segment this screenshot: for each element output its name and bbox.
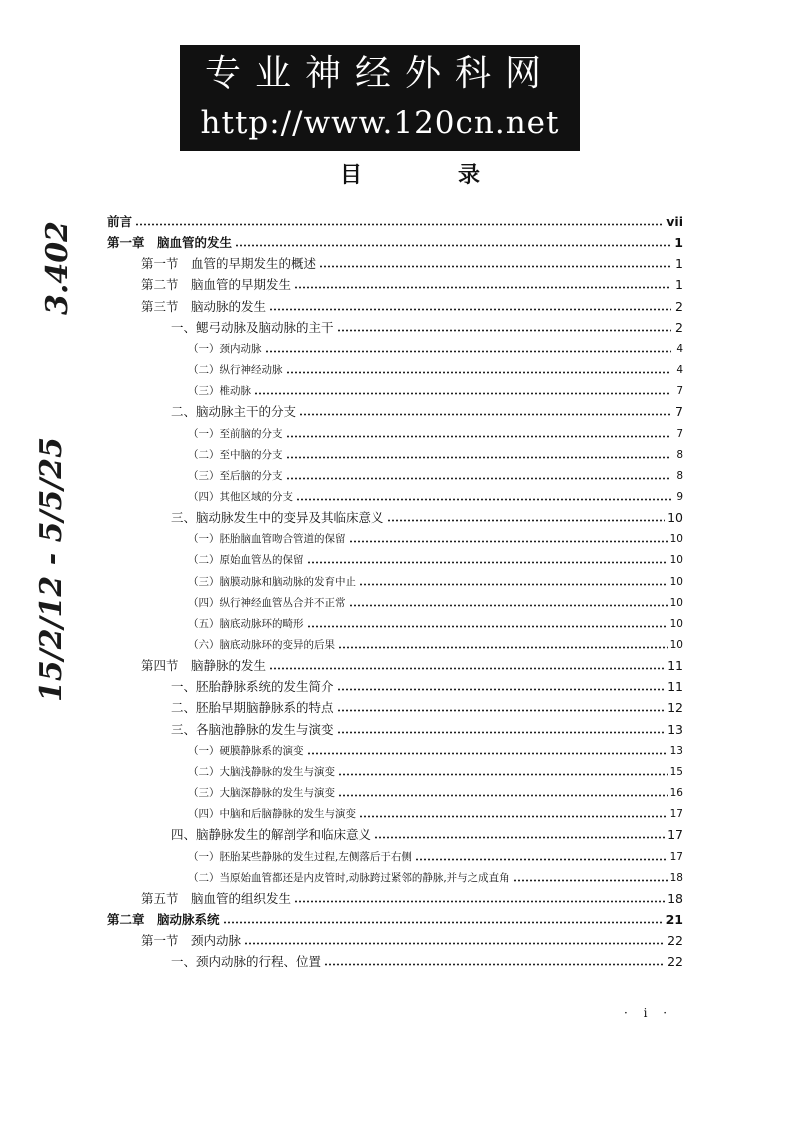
toc-entry[interactable] [188,488,683,506]
toc-entry-title: 第二章 脑动脉系统 [107,912,220,927]
toc-entry-title: 二、脑动脉主干的分支 [171,404,297,419]
toc-dot-leader [299,413,671,416]
toc-entry-page: 9 [676,491,683,503]
handwritten-note-lower: 15/2/12 - 5/5/25 [34,436,69,702]
toc-entry[interactable] [188,340,683,358]
toc-dot-leader [337,688,666,691]
toc-entry-page: 22 [667,954,683,969]
toc-dot-leader [286,456,672,459]
toc-entry[interactable] [188,784,683,802]
toc-entry-title: 第五节 脑血管的组织发生 [141,891,292,906]
toc-dot-leader [349,604,668,607]
toc-entry-title: 四、脑静脉发生的解剖学和临床意义 [171,827,372,842]
toc-entry[interactable] [141,255,683,273]
toc-dot-leader [387,519,666,522]
toc-entry-title: （一）至前脑的分支 [188,425,284,443]
toc-entry-title: 三、各脑池静脉的发生与演变 [171,722,334,737]
toc-dot-leader [359,583,668,586]
toc-entry[interactable] [141,298,683,316]
toc-entry-page: 4 [676,364,683,376]
toc-entry-page: 1 [675,277,683,292]
toc-entry[interactable] [171,509,683,527]
toc-dot-leader [286,371,672,374]
toc-entry-page: 21 [665,912,683,927]
toc-entry[interactable] [188,869,683,887]
toc-entry[interactable] [141,657,683,675]
toc-entry-page: 10 [669,576,683,588]
toc-dot-leader [296,498,671,501]
toc-entry-page: 17 [669,808,683,820]
toc-entry[interactable] [188,446,683,464]
toc-entry-title: （二）原始血管丛的保留 [188,551,305,569]
toc-entry-page: 7 [676,385,683,397]
toc-entry-title: 一、鳃弓动脉及脑动脉的主干 [171,320,334,335]
toc-dot-leader [223,921,664,924]
toc-entry-title: 第一节 颈内动脉 [141,933,242,948]
toc-heading-left: 目 [340,162,363,188]
toc-entry[interactable] [141,276,683,294]
toc-entry-title: 一、颈内动脉的行程、位置 [171,954,322,969]
toc-entry-title: （二）纵行神经动脉 [188,361,284,379]
toc-entry-title: （二）大脑浅静脉的发生与演变 [188,763,336,781]
toc-entry-page: 17 [667,827,683,842]
toc-entry[interactable] [141,890,683,908]
toc-entry-title: （一）胚胎脑血管吻合管道的保留 [188,530,347,548]
toc-entry-page: 16 [669,787,683,799]
toc-dot-leader [235,244,671,247]
toc-entry-title: 前言 [107,214,133,229]
toc-dot-leader [337,329,671,332]
toc-dot-leader [349,540,668,543]
toc-entry[interactable] [188,848,683,866]
toc-dot-leader [307,625,668,628]
toc-entry-title: 第二节 脑血管的早期发生 [141,277,292,292]
toc-dot-leader [286,435,672,438]
toc-entry[interactable] [188,467,683,485]
toc-entry[interactable] [171,678,683,696]
toc-entry-page: vii [666,214,683,229]
toc-entry[interactable] [188,763,683,781]
toc-dot-leader [359,815,668,818]
banner-url: http://www.120cn.net [200,105,560,141]
toc-entry-page: 2 [675,299,683,314]
toc-entry-page: 18 [669,872,683,884]
toc-entry[interactable] [188,530,683,548]
toc-entry[interactable] [107,234,683,252]
toc-entry-page: 7 [675,404,683,419]
toc-entry-page: 10 [667,510,683,525]
toc-entry-title: 第四节 脑静脉的发生 [141,658,267,673]
toc-entry-page: 22 [667,933,683,948]
toc-entry[interactable] [141,932,683,950]
toc-dot-leader [338,773,668,776]
toc-entry-title: （二）至中脑的分支 [188,446,284,464]
toc-entry-page: 18 [667,891,683,906]
toc-entry-title: 第一章 脑血管的发生 [107,235,233,250]
toc-entry-title: （三）至后脑的分支 [188,467,284,485]
toc-dot-leader [337,731,666,734]
toc-entry[interactable] [188,361,683,379]
toc-entry-page: 11 [667,658,683,673]
toc-dot-leader [338,794,668,797]
toc-entry-page: 11 [667,679,683,694]
toc-dot-leader [338,646,668,649]
toc-dot-leader [307,752,668,755]
banner-site-name: 专业神经外科网 [204,53,555,94]
toc-dot-leader [294,900,665,903]
toc-dot-leader [319,265,671,268]
toc-entry-title: （六）脑底动脉环的变异的后果 [188,636,336,654]
toc-entry-page: 13 [669,745,683,757]
toc-entry-page: 10 [669,618,683,630]
toc-entry-title: （三）椎动脉 [188,382,252,400]
toc-entry[interactable] [188,615,683,633]
toc-entry-title: （二）当原始血管都还是内皮管时,动脉跨过紧邻的静脉,并与之成直角 [188,869,511,887]
toc-entry-page: 10 [669,533,683,545]
toc-dot-leader [337,709,666,712]
toc-entry[interactable] [188,551,683,569]
toc-entry[interactable] [171,699,683,717]
toc-entry-page: 12 [667,700,683,715]
toc-entry[interactable] [171,319,683,337]
toc-entry-page: 1 [674,235,683,250]
toc-dot-leader [374,836,665,839]
toc-entry-page: 10 [669,554,683,566]
toc-entry-title: （三）大脑深静脉的发生与演变 [188,784,336,802]
toc-dot-leader [269,308,671,311]
toc-entry-page: 10 [669,639,683,651]
toc-entry-page: 17 [669,851,683,863]
toc-entry[interactable] [171,953,683,971]
toc-entry-page: 15 [669,766,683,778]
toc-entry-title: （三）脑膜动脉和脑动脉的发育中止 [188,573,357,591]
toc-entry[interactable] [107,911,683,929]
toc-dot-leader [294,286,671,289]
toc-entry-title: （一）胚胎某些静脉的发生过程,左侧落后于右侧 [188,848,413,866]
toc-entry-title: （四）其他区域的分支 [188,488,294,506]
toc-dot-leader [513,879,668,882]
toc-entry-page: 7 [676,428,683,440]
toc-entry-title: 第三节 脑动脉的发生 [141,299,267,314]
toc-entry[interactable] [107,213,683,231]
toc-entry[interactable] [171,403,683,421]
toc-entry-page: 8 [676,449,683,461]
toc-entry-title: （一）硬膜静脉系的演变 [188,742,305,760]
handwritten-note-upper: 3.402 [40,221,75,315]
toc-dot-leader [286,477,672,480]
toc-entry-page: 2 [675,320,683,335]
page-number: · i · [624,1006,674,1020]
toc-entry[interactable] [188,573,683,591]
toc-dot-leader [324,963,665,966]
toc-dot-leader [135,223,664,226]
toc-entry[interactable] [188,636,683,654]
toc-entry[interactable] [188,425,683,443]
toc-dot-leader [254,392,671,395]
toc-entry-title: （五）脑底动脉环的畸形 [188,615,305,633]
toc-entry[interactable] [188,742,683,760]
toc-entry[interactable] [188,382,683,400]
toc-entry-page: 4 [676,343,683,355]
toc-dot-leader [269,667,665,670]
toc-heading-right: 录 [457,162,480,188]
toc-dot-leader [265,350,672,353]
toc-entry-page: 10 [669,597,683,609]
toc-entry-page: 13 [667,722,683,737]
toc-entry-title: （四）纵行神经血管丛合并不正常 [188,594,347,612]
toc-dot-leader [244,942,665,945]
toc-entry-title: 一、胚胎静脉系统的发生简介 [171,679,334,694]
toc-entry-title: （四）中脑和后脑静脉的发生与演变 [188,805,357,823]
toc-entry-page: 8 [676,470,683,482]
toc-entry-title: 三、脑动脉发生中的变异及其临床意义 [171,510,384,525]
toc-entry-title: （一）颈内动脉 [188,340,263,358]
toc-entry-title: 二、胚胎早期脑静脉系的特点 [171,700,334,715]
toc-entry-title: 第一节 血管的早期发生的概述 [141,256,317,271]
toc-entry[interactable] [188,594,683,612]
toc-dot-leader [415,858,668,861]
toc-entry[interactable] [171,826,683,844]
toc-entry[interactable] [188,805,683,823]
toc-entry-page: 1 [675,256,683,271]
toc-entry[interactable] [171,721,683,739]
toc-dot-leader [307,561,668,564]
